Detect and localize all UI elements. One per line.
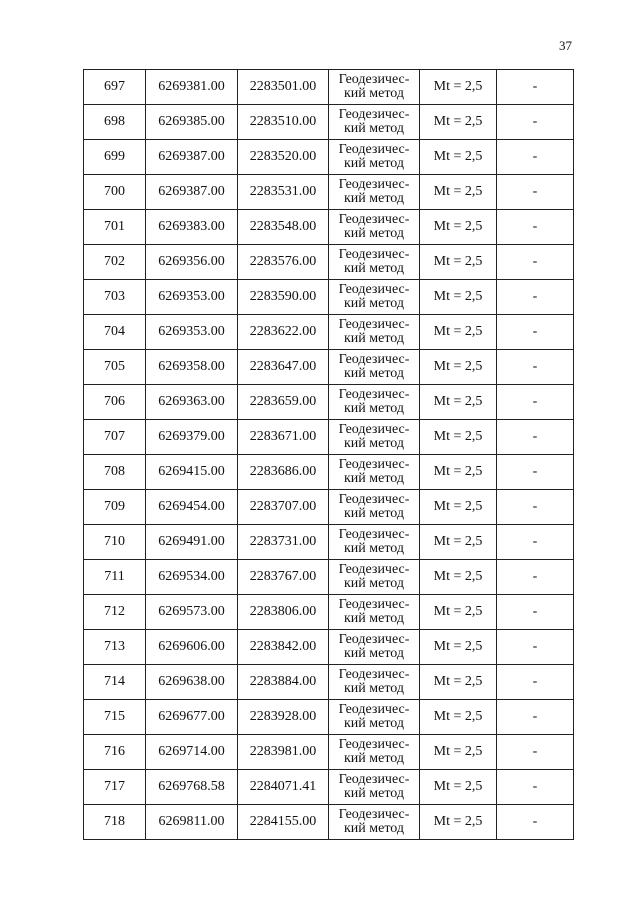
method-line-1: Геодезичес- — [338, 702, 410, 717]
note-cell: - — [497, 490, 574, 525]
table-row — [84, 560, 574, 595]
table-row — [84, 735, 574, 770]
accuracy-cell: Mt = 2,5 — [420, 280, 497, 315]
table-row — [84, 140, 574, 175]
table-body — [84, 70, 574, 840]
note-cell: - — [497, 315, 574, 350]
y-coordinate-cell: 2283647.00 — [238, 350, 329, 385]
method-line-2: кий метод — [343, 121, 404, 136]
point-number-cell: 716 — [84, 735, 146, 770]
method-cell — [329, 420, 420, 455]
method-line-1: Геодезичес- — [338, 72, 410, 87]
y-coordinate-cell: 2283842.00 — [238, 630, 329, 665]
method-cell — [329, 770, 420, 805]
x-coordinate-cell: 6269454.00 — [146, 490, 238, 525]
y-coordinate-cell: 2283731.00 — [238, 525, 329, 560]
method-line-2: кий метод — [343, 296, 404, 311]
x-coordinate-cell: 6269358.00 — [146, 350, 238, 385]
method-line-2: кий метод — [343, 646, 404, 661]
method-line-2: кий метод — [343, 821, 404, 836]
accuracy-cell: Mt = 2,5 — [420, 385, 497, 420]
x-coordinate-cell: 6269353.00 — [146, 280, 238, 315]
y-coordinate-cell: 2284071.41 — [238, 770, 329, 805]
method-line-2: кий метод — [343, 541, 404, 556]
accuracy-cell: Mt = 2,5 — [420, 105, 497, 140]
method-line-2: кий метод — [343, 366, 404, 381]
x-coordinate-cell: 6269491.00 — [146, 525, 238, 560]
accuracy-cell: Mt = 2,5 — [420, 665, 497, 700]
note-cell: - — [497, 420, 574, 455]
note-cell: - — [497, 70, 574, 105]
table-row — [84, 210, 574, 245]
method-line-1: Геодезичес- — [338, 527, 410, 542]
point-number-cell: 710 — [84, 525, 146, 560]
table-row — [84, 595, 574, 630]
y-coordinate-cell: 2283928.00 — [238, 700, 329, 735]
point-number-cell: 709 — [84, 490, 146, 525]
accuracy-cell: Mt = 2,5 — [420, 210, 497, 245]
accuracy-cell: Mt = 2,5 — [420, 70, 497, 105]
accuracy-cell: Mt = 2,5 — [420, 700, 497, 735]
note-cell: - — [497, 210, 574, 245]
method-line-1: Геодезичес- — [338, 807, 410, 822]
point-number-cell: 715 — [84, 700, 146, 735]
x-coordinate-cell: 6269638.00 — [146, 665, 238, 700]
method-line-1: Геодезичес- — [338, 142, 410, 157]
table-row — [84, 385, 574, 420]
method-line-2: кий метод — [343, 86, 404, 101]
table-row — [84, 245, 574, 280]
point-number-cell: 697 — [84, 70, 146, 105]
method-cell — [329, 560, 420, 595]
method-line-1: Геодезичес- — [338, 317, 410, 332]
accuracy-cell: Mt = 2,5 — [420, 770, 497, 805]
x-coordinate-cell: 6269356.00 — [146, 245, 238, 280]
note-cell: - — [497, 350, 574, 385]
accuracy-cell: Mt = 2,5 — [420, 245, 497, 280]
note-cell: - — [497, 385, 574, 420]
method-line-2: кий метод — [343, 611, 404, 626]
accuracy-cell: Mt = 2,5 — [420, 175, 497, 210]
note-cell: - — [497, 245, 574, 280]
method-line-1: Геодезичес- — [338, 177, 410, 192]
method-line-2: кий метод — [343, 226, 404, 241]
y-coordinate-cell: 2283767.00 — [238, 560, 329, 595]
method-line-1: Геодезичес- — [338, 247, 410, 262]
point-number-cell: 713 — [84, 630, 146, 665]
y-coordinate-cell: 2283981.00 — [238, 735, 329, 770]
method-cell — [329, 175, 420, 210]
point-number-cell: 703 — [84, 280, 146, 315]
method-cell — [329, 140, 420, 175]
note-cell: - — [497, 735, 574, 770]
x-coordinate-cell: 6269768.58 — [146, 770, 238, 805]
note-cell: - — [497, 455, 574, 490]
point-number-cell: 717 — [84, 770, 146, 805]
method-line-2: кий метод — [343, 401, 404, 416]
y-coordinate-cell: 2284155.00 — [238, 805, 329, 840]
note-cell: - — [497, 770, 574, 805]
accuracy-cell: Mt = 2,5 — [420, 490, 497, 525]
point-number-cell: 718 — [84, 805, 146, 840]
table-row — [84, 525, 574, 560]
y-coordinate-cell: 2283707.00 — [238, 490, 329, 525]
point-number-cell: 699 — [84, 140, 146, 175]
method-line-2: кий метод — [343, 716, 404, 731]
y-coordinate-cell: 2283548.00 — [238, 210, 329, 245]
method-cell — [329, 630, 420, 665]
method-line-2: кий метод — [343, 471, 404, 486]
method-line-1: Геодезичес- — [338, 212, 410, 227]
point-number-cell: 712 — [84, 595, 146, 630]
point-number-cell: 701 — [84, 210, 146, 245]
x-coordinate-cell: 6269353.00 — [146, 315, 238, 350]
point-number-cell: 705 — [84, 350, 146, 385]
note-cell: - — [497, 280, 574, 315]
method-line-1: Геодезичес- — [338, 457, 410, 472]
accuracy-cell: Mt = 2,5 — [420, 560, 497, 595]
method-line-1: Геодезичес- — [338, 107, 410, 122]
method-cell — [329, 350, 420, 385]
method-line-2: кий метод — [343, 331, 404, 346]
table-row — [84, 315, 574, 350]
method-cell — [329, 280, 420, 315]
accuracy-cell: Mt = 2,5 — [420, 525, 497, 560]
y-coordinate-cell: 2283501.00 — [238, 70, 329, 105]
page-number: 37 — [559, 38, 572, 53]
y-coordinate-cell: 2283884.00 — [238, 665, 329, 700]
method-cell — [329, 385, 420, 420]
x-coordinate-cell: 6269387.00 — [146, 175, 238, 210]
x-coordinate-cell: 6269387.00 — [146, 140, 238, 175]
note-cell: - — [497, 700, 574, 735]
y-coordinate-cell: 2283520.00 — [238, 140, 329, 175]
accuracy-cell: Mt = 2,5 — [420, 805, 497, 840]
method-cell — [329, 245, 420, 280]
method-cell — [329, 525, 420, 560]
note-cell: - — [497, 595, 574, 630]
point-number-cell: 706 — [84, 385, 146, 420]
table-row — [84, 665, 574, 700]
method-cell — [329, 595, 420, 630]
note-cell: - — [497, 805, 574, 840]
note-cell: - — [497, 105, 574, 140]
point-number-cell: 704 — [84, 315, 146, 350]
table-row — [84, 105, 574, 140]
method-cell — [329, 70, 420, 105]
accuracy-cell: Mt = 2,5 — [420, 420, 497, 455]
method-line-2: кий метод — [343, 786, 404, 801]
method-cell — [329, 700, 420, 735]
method-cell — [329, 105, 420, 140]
x-coordinate-cell: 6269534.00 — [146, 560, 238, 595]
x-coordinate-cell: 6269573.00 — [146, 595, 238, 630]
x-coordinate-cell: 6269415.00 — [146, 455, 238, 490]
method-line-1: Геодезичес- — [338, 597, 410, 612]
point-number-cell: 711 — [84, 560, 146, 595]
table-row — [84, 770, 574, 805]
x-coordinate-cell: 6269385.00 — [146, 105, 238, 140]
table-row — [84, 280, 574, 315]
method-line-1: Геодезичес- — [338, 562, 410, 577]
method-line-1: Геодезичес- — [338, 387, 410, 402]
method-line-1: Геодезичес- — [338, 632, 410, 647]
accuracy-cell: Mt = 2,5 — [420, 630, 497, 665]
note-cell: - — [497, 665, 574, 700]
method-cell — [329, 490, 420, 525]
method-line-1: Геодезичес- — [338, 492, 410, 507]
accuracy-cell: Mt = 2,5 — [420, 350, 497, 385]
point-number-cell: 700 — [84, 175, 146, 210]
method-line-2: кий метод — [343, 436, 404, 451]
y-coordinate-cell: 2283531.00 — [238, 175, 329, 210]
method-line-2: кий метод — [343, 506, 404, 521]
accuracy-cell: Mt = 2,5 — [420, 595, 497, 630]
y-coordinate-cell: 2283622.00 — [238, 315, 329, 350]
method-line-2: кий метод — [343, 681, 404, 696]
method-line-1: Геодезичес- — [338, 667, 410, 682]
accuracy-cell: Mt = 2,5 — [420, 140, 497, 175]
table-row — [84, 455, 574, 490]
note-cell: - — [497, 140, 574, 175]
x-coordinate-cell: 6269606.00 — [146, 630, 238, 665]
method-cell — [329, 455, 420, 490]
note-cell: - — [497, 175, 574, 210]
method-cell — [329, 315, 420, 350]
table-row — [84, 420, 574, 455]
table-row — [84, 630, 574, 665]
method-line-1: Геодезичес- — [338, 352, 410, 367]
method-line-2: кий метод — [343, 576, 404, 591]
method-line-1: Геодезичес- — [338, 422, 410, 437]
x-coordinate-cell: 6269677.00 — [146, 700, 238, 735]
y-coordinate-cell: 2283510.00 — [238, 105, 329, 140]
table-row — [84, 805, 574, 840]
method-line-2: кий метод — [343, 191, 404, 206]
method-line-1: Геодезичес- — [338, 772, 410, 787]
x-coordinate-cell: 6269811.00 — [146, 805, 238, 840]
accuracy-cell: Mt = 2,5 — [420, 735, 497, 770]
note-cell: - — [497, 630, 574, 665]
method-cell — [329, 805, 420, 840]
coordinates-table — [83, 69, 574, 840]
point-number-cell: 708 — [84, 455, 146, 490]
x-coordinate-cell: 6269363.00 — [146, 385, 238, 420]
table-row — [84, 490, 574, 525]
method-line-2: кий метод — [343, 261, 404, 276]
accuracy-cell: Mt = 2,5 — [420, 455, 497, 490]
accuracy-cell: Mt = 2,5 — [420, 315, 497, 350]
y-coordinate-cell: 2283686.00 — [238, 455, 329, 490]
table-row — [84, 700, 574, 735]
x-coordinate-cell: 6269379.00 — [146, 420, 238, 455]
method-line-1: Геодезичес- — [338, 737, 410, 752]
y-coordinate-cell: 2283659.00 — [238, 385, 329, 420]
method-line-2: кий метод — [343, 751, 404, 766]
y-coordinate-cell: 2283671.00 — [238, 420, 329, 455]
note-cell: - — [497, 560, 574, 595]
table-row — [84, 350, 574, 385]
point-number-cell: 707 — [84, 420, 146, 455]
point-number-cell: 702 — [84, 245, 146, 280]
y-coordinate-cell: 2283590.00 — [238, 280, 329, 315]
y-coordinate-cell: 2283576.00 — [238, 245, 329, 280]
method-cell — [329, 210, 420, 245]
note-cell: - — [497, 525, 574, 560]
table-row — [84, 70, 574, 105]
x-coordinate-cell: 6269381.00 — [146, 70, 238, 105]
x-coordinate-cell: 6269383.00 — [146, 210, 238, 245]
table-row — [84, 175, 574, 210]
method-line-1: Геодезичес- — [338, 282, 410, 297]
point-number-cell: 698 — [84, 105, 146, 140]
x-coordinate-cell: 6269714.00 — [146, 735, 238, 770]
method-cell — [329, 735, 420, 770]
method-cell — [329, 665, 420, 700]
y-coordinate-cell: 2283806.00 — [238, 595, 329, 630]
point-number-cell: 714 — [84, 665, 146, 700]
method-line-2: кий метод — [343, 156, 404, 171]
